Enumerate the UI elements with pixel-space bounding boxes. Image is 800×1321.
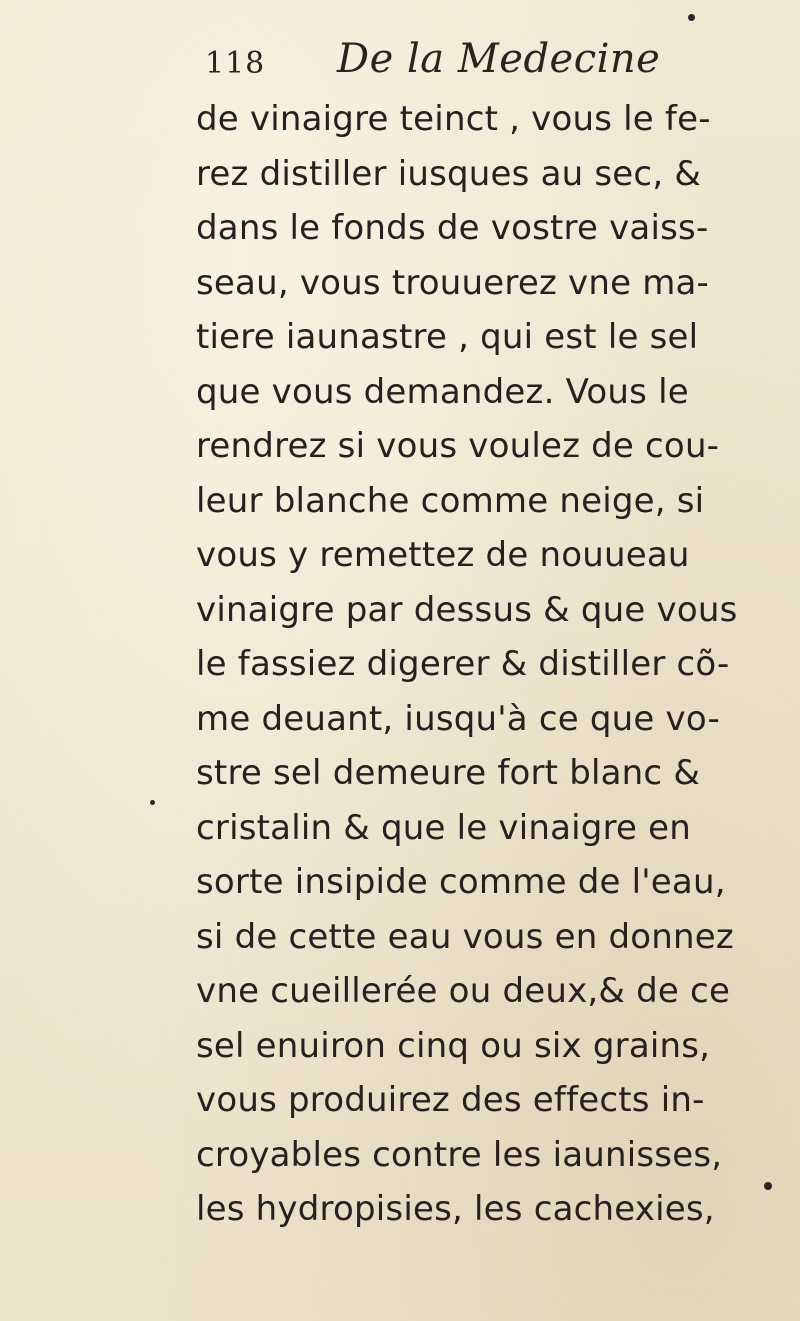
- text-line: tiere iaunastre , qui est le sel: [196, 317, 699, 357]
- text-line: stre sel demeure fort blanc &: [196, 753, 701, 793]
- text-line: leur blanche comme neige, si: [196, 480, 705, 521]
- text-line: cristalin & que le vinaigre en: [196, 807, 691, 848]
- text-line: sorte insipide comme de l'eau,: [196, 862, 726, 902]
- text-line: rendrez si vous voulez de cou-: [196, 426, 720, 466]
- ink-speck: [150, 800, 155, 805]
- body-text: [196, 92, 776, 1237]
- text-line: le fassiez digerer & distiller cõ-: [196, 644, 730, 684]
- text-line: sel enuiron cinq ou six grains,: [196, 1025, 711, 1066]
- page-number: 118: [205, 46, 266, 81]
- text-line: rez distiller iusques au sec, &: [196, 153, 702, 194]
- text-line: que vous demandez. Vous le: [196, 371, 689, 412]
- text-line: vous produirez des effects in-: [196, 1080, 705, 1120]
- text-line: dans le fonds de vostre vaiss-: [196, 208, 709, 248]
- text-line: me deuant, iusqu'à ce que vo-: [196, 698, 720, 739]
- text-line: croyables contre les iaunisses,: [196, 1134, 723, 1175]
- running-head-title: De la Medecine: [337, 36, 661, 82]
- text-line: seau, vous trouuerez vne ma-: [196, 262, 710, 303]
- page-header: [205, 36, 765, 96]
- ink-speck: [688, 14, 695, 21]
- text-line: si de cette eau vous en donnez: [196, 916, 734, 957]
- text-line: de vinaigre teinct , vous le fe-: [196, 99, 711, 139]
- text-line: les hydropisies, les cachexies,: [196, 1189, 715, 1229]
- text-line: vous y remettez de nouueau: [196, 535, 690, 575]
- text-line: vinaigre par dessus & que vous: [196, 589, 738, 630]
- ink-speck: [764, 1182, 772, 1190]
- text-line: vne cueillerée ou deux,& de ce: [196, 971, 731, 1011]
